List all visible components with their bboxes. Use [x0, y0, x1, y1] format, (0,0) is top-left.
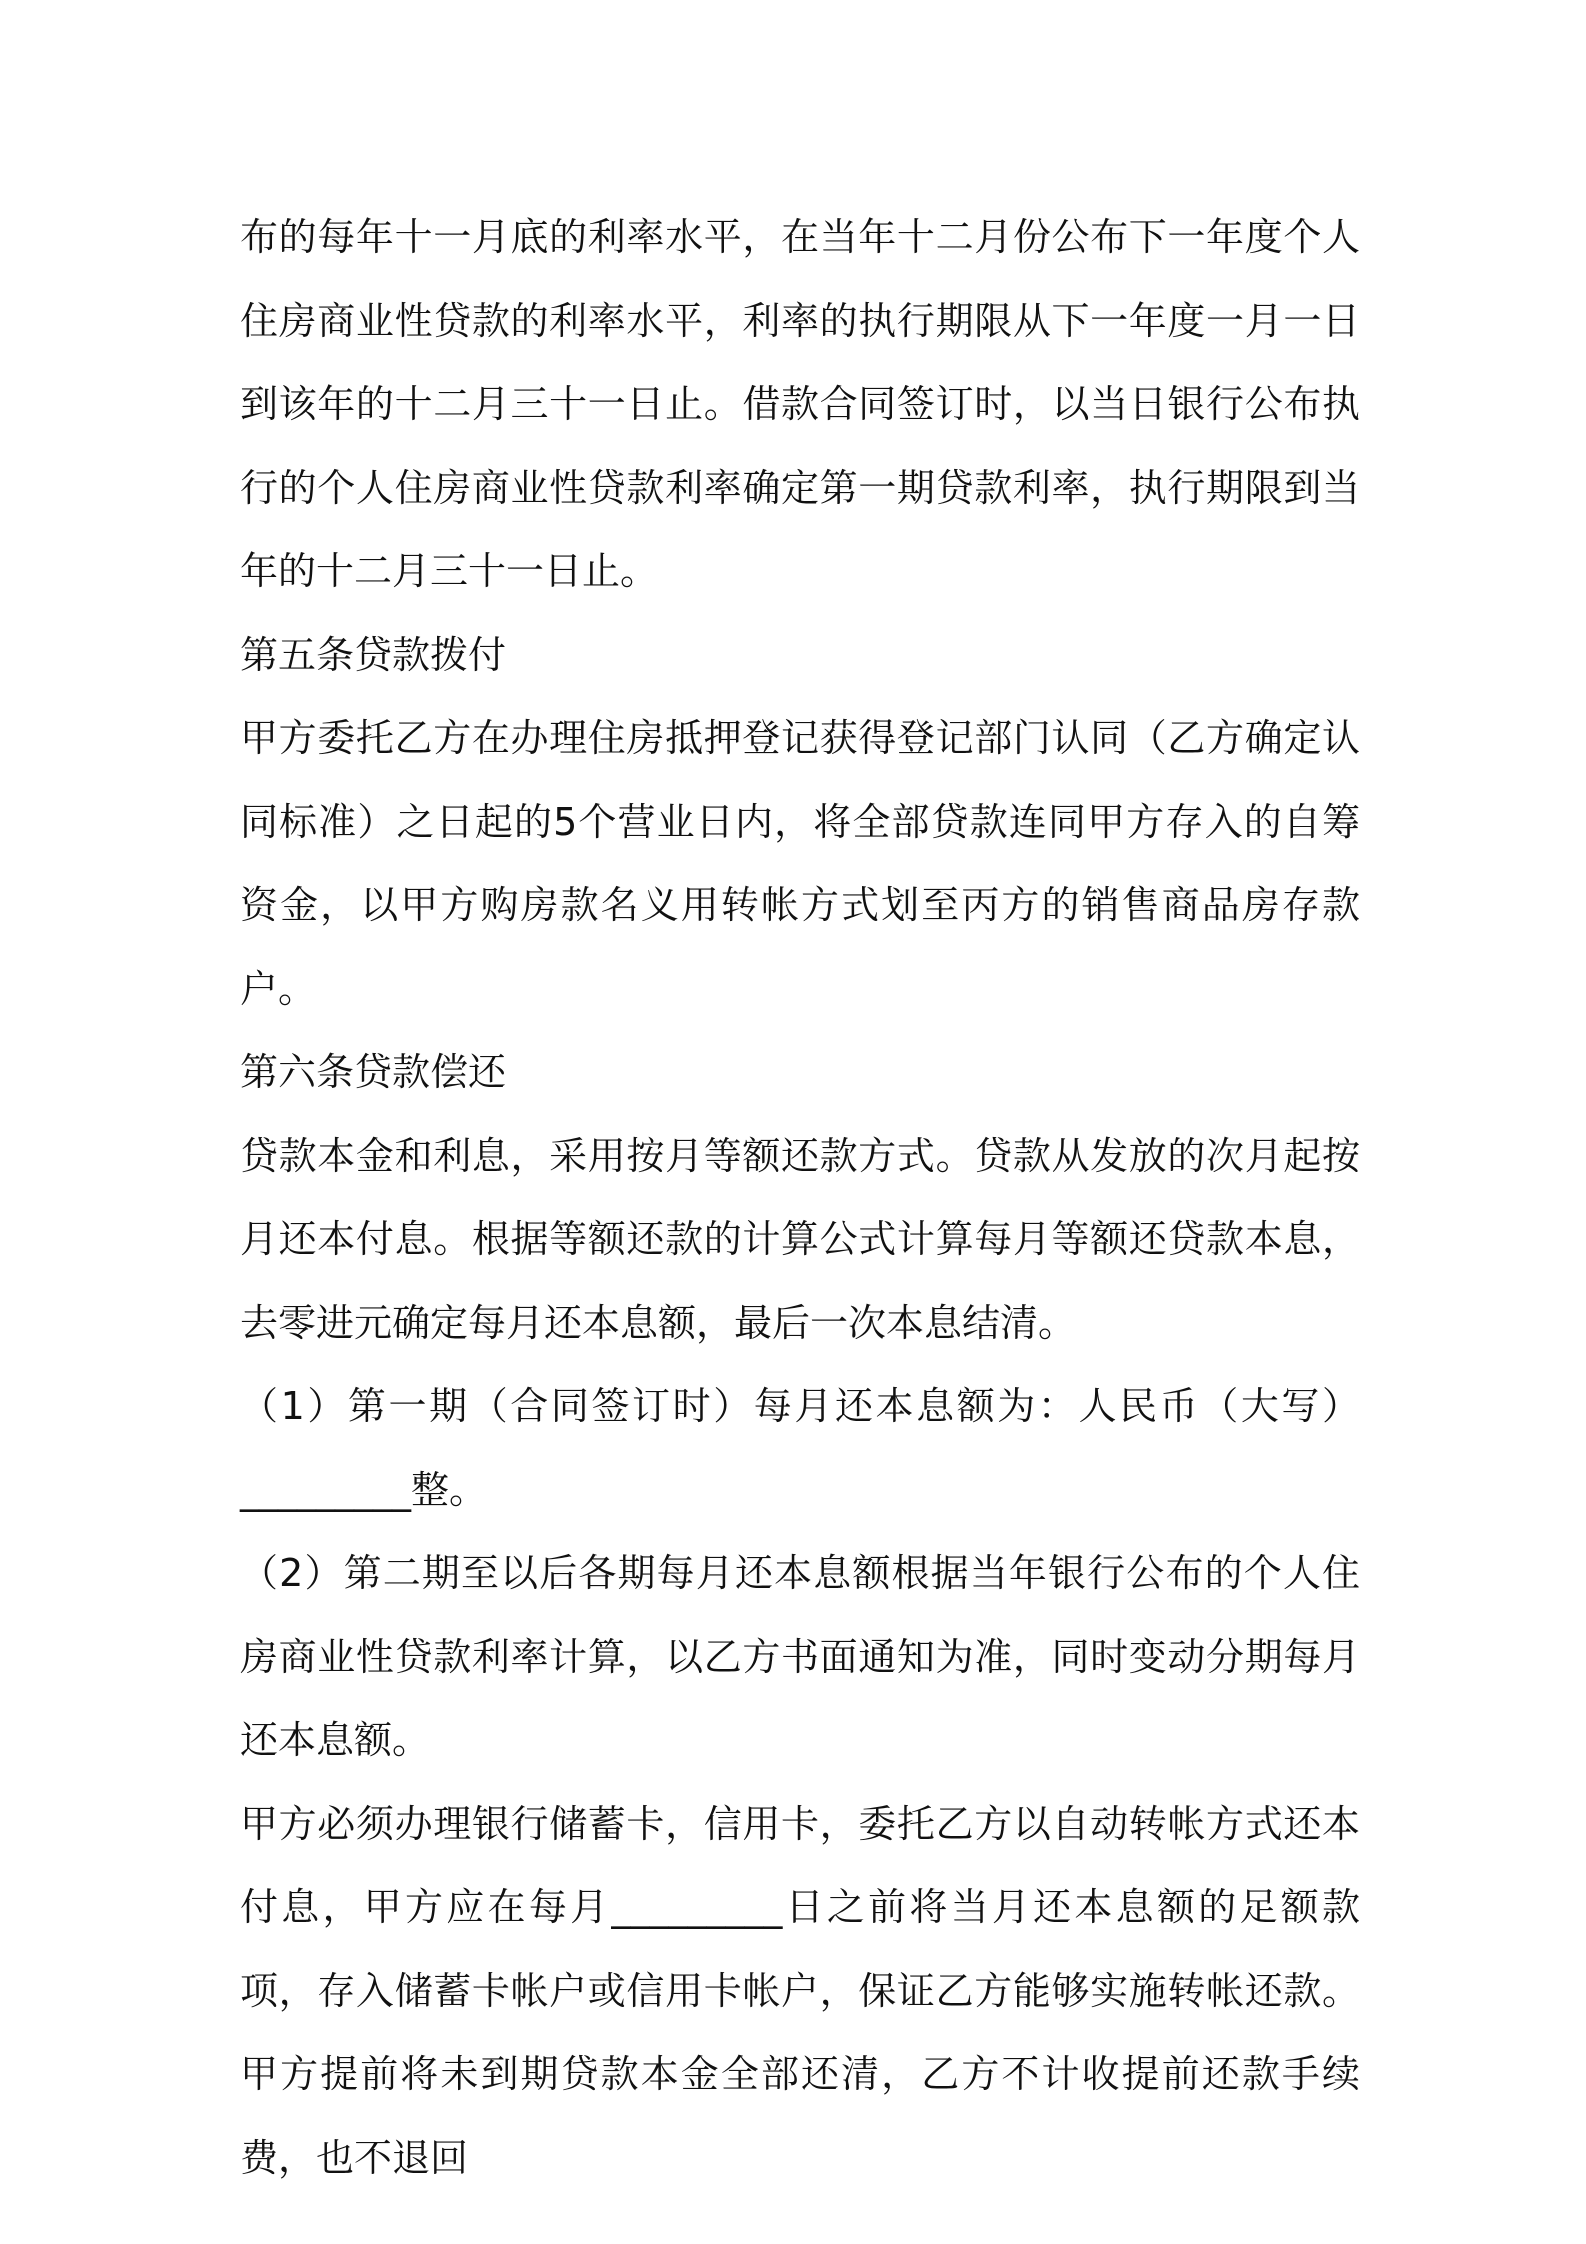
- paragraph-repayment-method: 贷款本金和利息，采用按月等额还款方式。贷款从发放的次月起按月还本付息。根据等额还款的计算公式计算每月等额还贷款本息，去零进元确定每月还本息额，最后一次本息结清。: [240, 1133, 1360, 1345]
- paragraph-repayment-item-1: （1）第一期（合同签订时）每月还本息额为：人民币（大写）_________整。: [240, 1384, 1360, 1512]
- document-body: [240, 196, 1360, 2200]
- paragraph-auto-transfer: 甲方必须办理银行储蓄卡，信用卡，委托乙方以自动转帐方式还本付息，甲方应在每月_________日之前将当月还本息额的足额款项，存入储蓄卡帐户或信用卡帐户，保证乙方能够实施转帐还款。甲方提前将未到期贷款本金全部还清，乙方不计收提前还款手续费，也不退回: [240, 1801, 1360, 2180]
- paragraph-interest-rate: 布的每年十一月底的利率水平，在当年十二月份公布下一年度个人住房商业性贷款的利率水平，利率的执行期限从下一年度一月一日到该年的十二月三十一日止。借款合同签订时，以当日银行公布执行的个人住房商业性贷款利率确定第一期贷款利率，执行期限到当年的十二月三十一日止。: [240, 215, 1360, 593]
- paragraph-loan-disbursement: 甲方委托乙方在办理住房抵押登记获得登记部门认同（乙方确定认同标准）之日起的5个营业日内，将全部贷款连同甲方存入的自筹资金，以甲方购房款名义用转帐方式划至丙方的销售商品房存款户。: [240, 716, 1360, 1011]
- heading-article-5: 第五条贷款拨付: [240, 632, 507, 677]
- heading-article-6: 第六条贷款偿还: [240, 1050, 507, 1094]
- paragraph-repayment-item-2: （2）第二期至以后各期每月还本息额根据当年银行公布的个人住房商业性贷款利率计算，以乙方书面通知为准，同时变动分期每月还本息额。: [240, 1551, 1360, 1762]
